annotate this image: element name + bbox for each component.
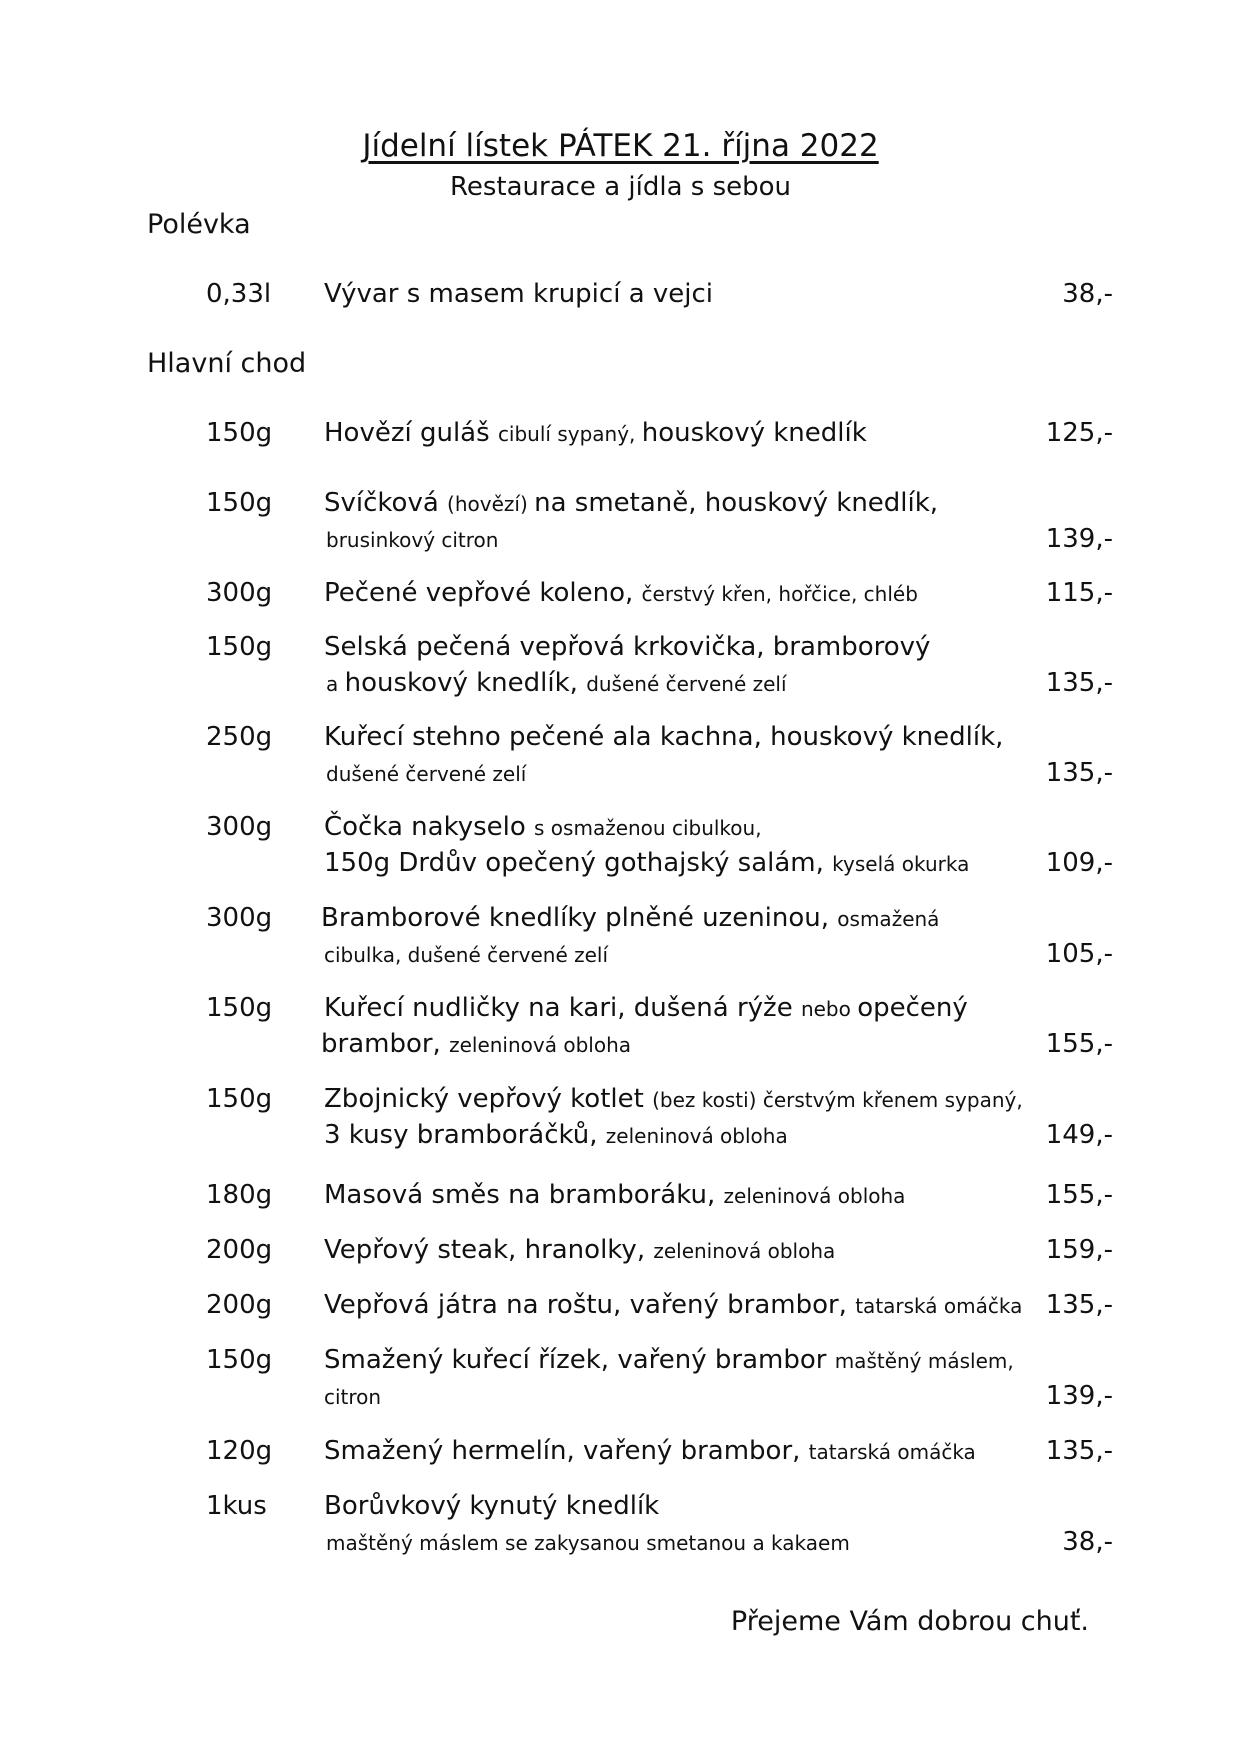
item-name-note: s osmaženou cibulkou, — [534, 816, 762, 840]
item-name-note: maštěný máslem, — [834, 1349, 1014, 1373]
item-name-line-2 — [321, 1029, 631, 1059]
item-name-main: Bramborové knedlíky plněné uzeninou, — [321, 903, 838, 933]
item-side-dish: brusinkový citron — [326, 528, 499, 552]
item-name-main: Hovězí guláš — [324, 418, 498, 448]
item-name-line-2 — [324, 848, 969, 878]
item-quantity: 150g — [206, 488, 273, 518]
item-quantity: 150g — [206, 1084, 273, 1114]
item-name-note-2: zeleninová obloha — [605, 1124, 788, 1148]
item-price: 135,- — [1045, 1290, 1113, 1320]
item-name-main: Masová směs na bramboráku, — [324, 1180, 724, 1210]
item-name — [324, 1084, 1023, 1114]
item-quantity: 0,33l — [206, 279, 272, 309]
item-price: 135,- — [1045, 668, 1113, 698]
item-name — [324, 1180, 905, 1210]
item-name-note-2: zeleninová obloha — [449, 1033, 632, 1057]
item-name-note: zeleninová obloha — [653, 1239, 836, 1263]
item-name-main: Vepřový steak, hranolky, — [324, 1235, 654, 1265]
item-price: 135,- — [1045, 1436, 1113, 1466]
item-name-main: Zbojnický vepřový kotlet — [324, 1084, 653, 1114]
section-main: Hlavní chod — [147, 348, 307, 379]
item-quantity: 150g — [206, 1345, 273, 1375]
item-side-dish: citron — [324, 1385, 382, 1409]
item-quantity: 200g — [206, 1290, 273, 1320]
item-name-main: Kuřecí nudličky na kari, dušená rýže — [324, 993, 801, 1023]
item-name: Borůvkový kynutý knedlík — [324, 1491, 660, 1521]
item-name-note: čerstvý křen, hořčice, chléb — [641, 582, 918, 606]
item-name-main: Vývar s masem krupicí a vejci — [324, 279, 714, 309]
item-name — [324, 1345, 1014, 1375]
menu-subtitle: Restaurace a jídla s sebou — [449, 172, 792, 202]
item-price: 38,- — [1062, 279, 1113, 309]
item-name-main-2: na smetaně, houskový knedlík, — [534, 488, 939, 518]
item-price: 149,- — [1045, 1120, 1113, 1150]
item-name-note: tatarská omáčka — [855, 1294, 1023, 1318]
item-price: 115,- — [1045, 578, 1113, 608]
item-price: 155,- — [1045, 1029, 1113, 1059]
item-name-line-2 — [326, 668, 787, 698]
item-name-note: (bez kosti) čerstvým křenem sypaný, — [652, 1088, 1023, 1112]
item-quantity: 150g — [206, 993, 273, 1023]
item-name — [324, 279, 713, 309]
item-name — [324, 1290, 1022, 1320]
item-name — [321, 903, 939, 933]
item-name-main: Smažený hermelín, vařený brambor, — [324, 1436, 809, 1466]
item-name-main: Vepřová játra na roštu, vařený brambor, — [324, 1290, 856, 1320]
item-quantity: 120g — [206, 1436, 273, 1466]
item-price: 109,- — [1045, 848, 1113, 878]
item-name: Selská pečená vepřová krkovička, bramborový — [324, 632, 931, 662]
item-quantity: 200g — [206, 1235, 273, 1265]
item-quantity: 150g — [206, 632, 273, 662]
item-name-main: Smažený kuřecí řízek, vařený brambor — [324, 1345, 835, 1375]
item-name-note: cibulí sypaný, — [497, 422, 642, 446]
item-quantity: 300g — [206, 578, 273, 608]
item-name-note-2: kyselá okurka — [832, 852, 970, 876]
item-name-note: tatarská omáčka — [808, 1440, 976, 1464]
item-quantity: 300g — [206, 812, 273, 842]
item-quantity: 1kus — [206, 1491, 267, 1521]
item-name-main: brambor, — [321, 1029, 450, 1059]
item-name-note: (hovězí) — [447, 492, 535, 516]
item-price: 155,- — [1045, 1180, 1113, 1210]
item-name-main: Čočka nakyselo — [324, 812, 535, 842]
item-name-main: 3 kusy bramboráčků, — [324, 1120, 606, 1150]
item-name-main-2: houskový knedlík — [641, 418, 867, 448]
item-name — [324, 488, 938, 518]
item-price: 105,- — [1045, 939, 1113, 969]
item-name-note: osmažená — [837, 907, 940, 931]
item-name-main: houskový knedlík, — [344, 668, 587, 698]
item-name-line-2 — [324, 1120, 788, 1150]
item-side-dish: cibulka, dušené červené zelí — [324, 943, 609, 967]
item-name-note: a — [326, 672, 345, 696]
item-side-dish: maštěný máslem se zakysanou smetanou a kakaem — [326, 1531, 850, 1555]
item-name — [324, 993, 968, 1023]
item-name-note-2: dušené červené zelí — [586, 672, 787, 696]
item-quantity: 180g — [206, 1180, 273, 1210]
item-name-note: nebo — [800, 997, 858, 1021]
item-quantity: 300g — [206, 903, 273, 933]
item-price: 135,- — [1045, 758, 1113, 788]
closing-greeting: Přejeme Vám dobrou chuť. — [730, 1606, 1089, 1637]
menu-title: Jídelní lístek PÁTEK 21. října 2022 — [362, 128, 879, 164]
item-price: 38,- — [1062, 1527, 1113, 1557]
item-name-main: 150g Drdův opečený gothajský salám, — [324, 848, 833, 878]
item-price: 139,- — [1045, 524, 1113, 554]
item-name: Kuřecí stehno pečené ala kachna, houskový knedlík, — [324, 722, 1004, 752]
section-soup: Polévka — [147, 209, 251, 240]
item-name — [324, 578, 918, 608]
item-side-dish: dušené červené zelí — [326, 762, 527, 786]
item-price: 159,- — [1045, 1235, 1113, 1265]
item-name — [324, 1436, 976, 1466]
item-quantity: 150g — [206, 418, 273, 448]
item-name-main-2: opečený — [857, 993, 968, 1023]
item-name-main: Pečené vepřové koleno, — [324, 578, 642, 608]
item-price: 125,- — [1045, 418, 1113, 448]
item-price: 139,- — [1045, 1381, 1113, 1411]
item-name — [324, 812, 762, 842]
item-name — [324, 1235, 835, 1265]
item-quantity: 250g — [206, 722, 273, 752]
item-name-note: zeleninová obloha — [723, 1184, 906, 1208]
item-name — [324, 418, 867, 448]
item-name-main: Svíčková — [324, 488, 448, 518]
